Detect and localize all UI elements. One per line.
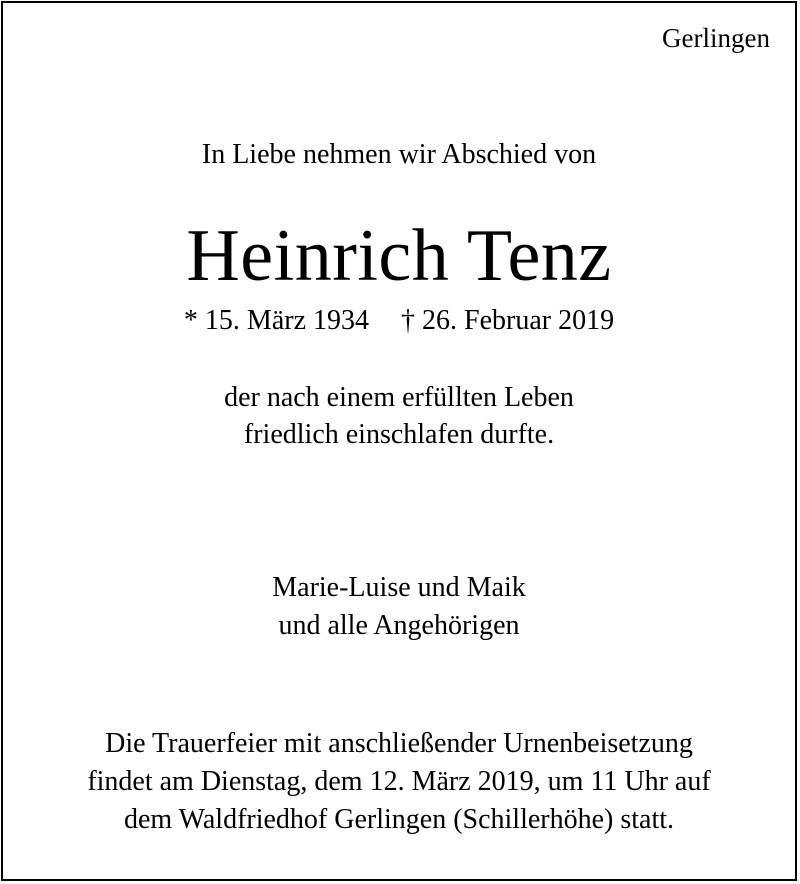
funeral-info-line: findet am Dienstag, dem 12. März 2019, um 11 Uhr auf bbox=[87, 766, 711, 797]
obituary-notice bbox=[1, 1, 797, 881]
funeral-info-line: dem Waldfriedhof Gerlingen (Schillerhöhe) statt. bbox=[123, 804, 675, 835]
life-text-line: der nach einem erfüllten Leben bbox=[224, 382, 574, 413]
death-date: † 26. Februar 2019 bbox=[401, 305, 615, 336]
life-text-line: friedlich einschlafen durfte. bbox=[243, 419, 555, 450]
mourners-line: Marie-Luise und Maik bbox=[272, 572, 526, 603]
birth-date: * 15. März 1934 bbox=[183, 305, 369, 336]
deceased-name: Heinrich Tenz bbox=[186, 215, 612, 297]
intro-text: In Liebe nehmen wir Abschied von bbox=[201, 139, 597, 170]
place-name: Gerlingen bbox=[662, 23, 770, 53]
mourners-line: und alle Angehörigen bbox=[278, 610, 520, 641]
life-dates bbox=[3, 303, 795, 339]
funeral-info-line: Die Trauerfeier mit anschließender Urnenbeisetzung bbox=[105, 728, 693, 759]
